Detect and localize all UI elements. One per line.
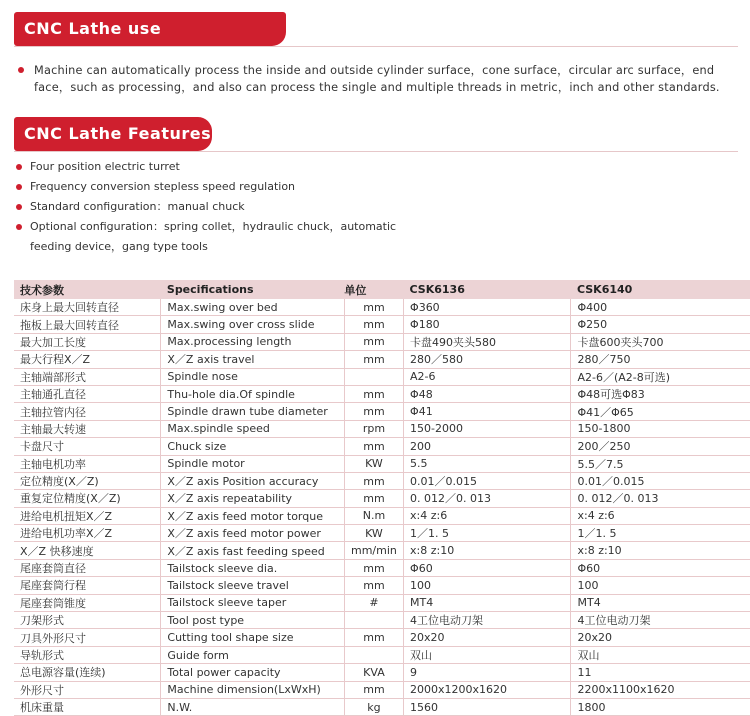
table-row [14,420,750,437]
bullet-icon [16,164,22,170]
feature-item [14,198,734,218]
cell-unit: mm [344,472,403,489]
cell-spec: X／Z axis repeatability [161,490,344,507]
table-row [14,490,750,507]
cell-param: X／Z 快移速度 [14,542,161,559]
table-row [14,577,750,594]
cell-param: 刀架形式 [14,612,161,629]
table-row [14,385,750,402]
cell-unit: mm [344,316,403,333]
cell-csk6140: A2-6／(A2-8可选) [571,368,750,385]
cell-spec: Spindle drawn tube diameter [161,403,344,420]
table-row [14,629,750,646]
bullet-icon [16,224,22,230]
bullet-icon [16,204,22,210]
cell-spec: Tailstock sleeve dia. [161,559,344,576]
specifications-table [14,280,750,716]
table-row [14,455,750,472]
section-divider [14,46,738,47]
cell-csk6136: 0.01／0.015 [404,472,571,489]
cell-unit: # [344,594,403,611]
cell-spec: Tailstock sleeve travel [161,577,344,594]
cell-csk6140: 280／750 [571,351,750,368]
cell-unit: mm [344,385,403,402]
cell-param: 拖板上最大回转直径 [14,316,161,333]
cell-spec: Cutting tool shape size [161,629,344,646]
cell-unit [344,646,403,663]
cell-csk6140: Φ250 [571,316,750,333]
section-divider [14,151,738,152]
cell-spec: X／Z axis travel [161,351,344,368]
cell-csk6136: 0. 012／0. 013 [404,490,571,507]
feature-text: Optional configuration：spring collet，hydraulic chuck，automatic [30,220,397,233]
cell-param: 主轴端部形式 [14,368,161,385]
cell-csk6140: 100 [571,577,750,594]
cell-unit: mm [344,629,403,646]
feature-text: Standard configuration：manual chuck [30,200,245,213]
cell-param: 主轴电机功率 [14,455,161,472]
cell-csk6136: 200 [404,438,571,455]
bullet-icon [18,67,24,73]
header-param: 技术参数 [14,280,161,299]
cell-csk6136: 280／580 [404,351,571,368]
table-row [14,559,750,576]
bullet-icon [16,184,22,190]
cell-csk6140: 卡盘600夹头700 [571,333,750,350]
cell-unit: mm [344,490,403,507]
features-list [14,158,734,258]
feature-item [14,178,734,198]
table-row [14,646,750,663]
cell-csk6136: Φ180 [404,316,571,333]
cell-param: 外形尺寸 [14,681,161,698]
cell-csk6140: MT4 [571,594,750,611]
cell-param: 机床重量 [14,698,161,715]
table-row [14,333,750,350]
cell-unit: kg [344,698,403,715]
table-row [14,438,750,455]
cell-unit: mm [344,403,403,420]
cell-csk6140: 5.5／7.5 [571,455,750,472]
cell-spec: Spindle nose [161,368,344,385]
cell-csk6140: 150-1800 [571,420,750,437]
cell-unit: N.m [344,507,403,524]
cell-spec: Max.swing over cross slide [161,316,344,333]
cell-param: 总电源容量(连续) [14,664,161,681]
cell-csk6136: 4工位电动刀架 [404,612,571,629]
table-row [14,525,750,542]
cell-csk6140: Φ41／Φ65 [571,403,750,420]
cell-param: 主轴通孔直径 [14,385,161,402]
cell-param: 进给电机功率X／Z [14,525,161,542]
cell-csk6140: 2200x1100x1620 [571,681,750,698]
cell-param: 尾座套筒直径 [14,559,161,576]
cell-spec: Spindle motor [161,455,344,472]
table-row [14,299,750,316]
cell-unit [344,612,403,629]
cell-param: 导轨形式 [14,646,161,663]
cell-param: 刀具外形尺寸 [14,629,161,646]
cell-unit: KW [344,525,403,542]
cell-spec: Guide form [161,646,344,663]
cell-spec: X／Z axis feed motor torque [161,507,344,524]
cell-unit: mm [344,438,403,455]
section-header-features: CNC Lathe Features [14,117,212,151]
cell-spec: Max.spindle speed [161,420,344,437]
table-row [14,472,750,489]
cell-param: 卡盘尺寸 [14,438,161,455]
cell-csk6140: 1／1. 5 [571,525,750,542]
feature-item [14,238,734,258]
header-csk6140: CSK6140 [571,280,750,299]
cell-csk6136: 5.5 [404,455,571,472]
table-row [14,368,750,385]
cell-csk6136: 2000x1200x1620 [404,681,571,698]
cell-unit: rpm [344,420,403,437]
cell-csk6136: 150-2000 [404,420,571,437]
table-row [14,594,750,611]
cell-spec: Total power capacity [161,664,344,681]
cell-param: 尾座套筒锥度 [14,594,161,611]
cell-csk6136: 1／1. 5 [404,525,571,542]
feature-item [14,218,734,238]
cell-csk6140: 1800 [571,698,750,715]
cell-spec: X／Z axis Position accuracy [161,472,344,489]
table-row [14,698,750,715]
feature-text: feeding device，gang type tools [30,240,208,253]
cell-csk6136: 卡盘490夹头580 [404,333,571,350]
table-header-row [14,280,750,299]
cell-param: 最大加工长度 [14,333,161,350]
cell-spec: Chuck size [161,438,344,455]
cell-csk6140: 4工位电动刀架 [571,612,750,629]
cell-spec: Thu-hole dia.Of spindle [161,385,344,402]
header-csk6136: CSK6136 [404,280,571,299]
cell-unit: mm [344,559,403,576]
cell-spec: Tool post type [161,612,344,629]
feature-text: Frequency conversion stepless speed regulation [30,180,296,193]
cell-csk6140: 0. 012／0. 013 [571,490,750,507]
cell-param: 最大行程X／Z [14,351,161,368]
cell-spec: N.W. [161,698,344,715]
cell-csk6136: Φ360 [404,299,571,316]
header-unit: 单位 [344,280,403,299]
table-row [14,403,750,420]
cell-param: 主轴拉管内径 [14,403,161,420]
cell-unit: mm [344,351,403,368]
cell-param: 进给电机扭矩X／Z [14,507,161,524]
cell-param: 床身上最大回转直径 [14,299,161,316]
cell-unit: KW [344,455,403,472]
cell-csk6140: 200／250 [571,438,750,455]
cell-spec: Max.swing over bed [161,299,344,316]
cell-csk6136: Φ41 [404,403,571,420]
table-row [14,681,750,698]
section-header-use: CNC Lathe use [14,12,286,46]
table-row [14,664,750,681]
cell-csk6140: 11 [571,664,750,681]
feature-item [14,158,734,178]
cell-unit: mm/min [344,542,403,559]
cell-unit: mm [344,577,403,594]
cell-csk6136: x:8 z:10 [404,542,571,559]
feature-text: Four position electric turret [30,160,180,173]
cell-csk6140: Φ400 [571,299,750,316]
cell-csk6140: Φ48可选Φ83 [571,385,750,402]
cell-unit: mm [344,681,403,698]
cell-csk6136: Φ60 [404,559,571,576]
table-row [14,316,750,333]
header-specifications: Specifications [161,280,344,299]
cell-param: 尾座套筒行程 [14,577,161,594]
cell-csk6136: 20x20 [404,629,571,646]
cell-unit: mm [344,299,403,316]
cell-csk6136: 9 [404,664,571,681]
cell-csk6136: MT4 [404,594,571,611]
use-description: Machine can automatically process the inside and outside cylinder surface，cone surface，circular arc surface，end face，such as processing，and also can process the single and multiple threads in metric，inch and other standards. [34,64,720,94]
cell-spec: Max.processing length [161,333,344,350]
cell-unit: KVA [344,664,403,681]
cell-csk6136: 100 [404,577,571,594]
cell-csk6140: 双山 [571,646,750,663]
cell-param: 定位精度(X／Z) [14,472,161,489]
cell-csk6136: Φ48 [404,385,571,402]
table-row [14,612,750,629]
cell-csk6136: x:4 z:6 [404,507,571,524]
table-row [14,351,750,368]
table-row [14,507,750,524]
cell-csk6136: 双山 [404,646,571,663]
cell-unit: mm [344,333,403,350]
cell-param: 主轴最大转速 [14,420,161,437]
cell-csk6140: Φ60 [571,559,750,576]
cell-spec: Machine dimension(LxWxH) [161,681,344,698]
cell-spec: X／Z axis feed motor power [161,525,344,542]
cell-param: 重复定位精度(X／Z) [14,490,161,507]
cell-csk6140: x:8 z:10 [571,542,750,559]
cell-csk6140: x:4 z:6 [571,507,750,524]
cell-csk6140: 20x20 [571,629,750,646]
cell-unit [344,368,403,385]
cell-spec: Tailstock sleeve taper [161,594,344,611]
cell-csk6136: A2-6 [404,368,571,385]
cell-spec: X／Z axis fast feeding speed [161,542,344,559]
cell-csk6140: 0.01／0.015 [571,472,750,489]
cell-csk6136: 1560 [404,698,571,715]
table-row [14,542,750,559]
